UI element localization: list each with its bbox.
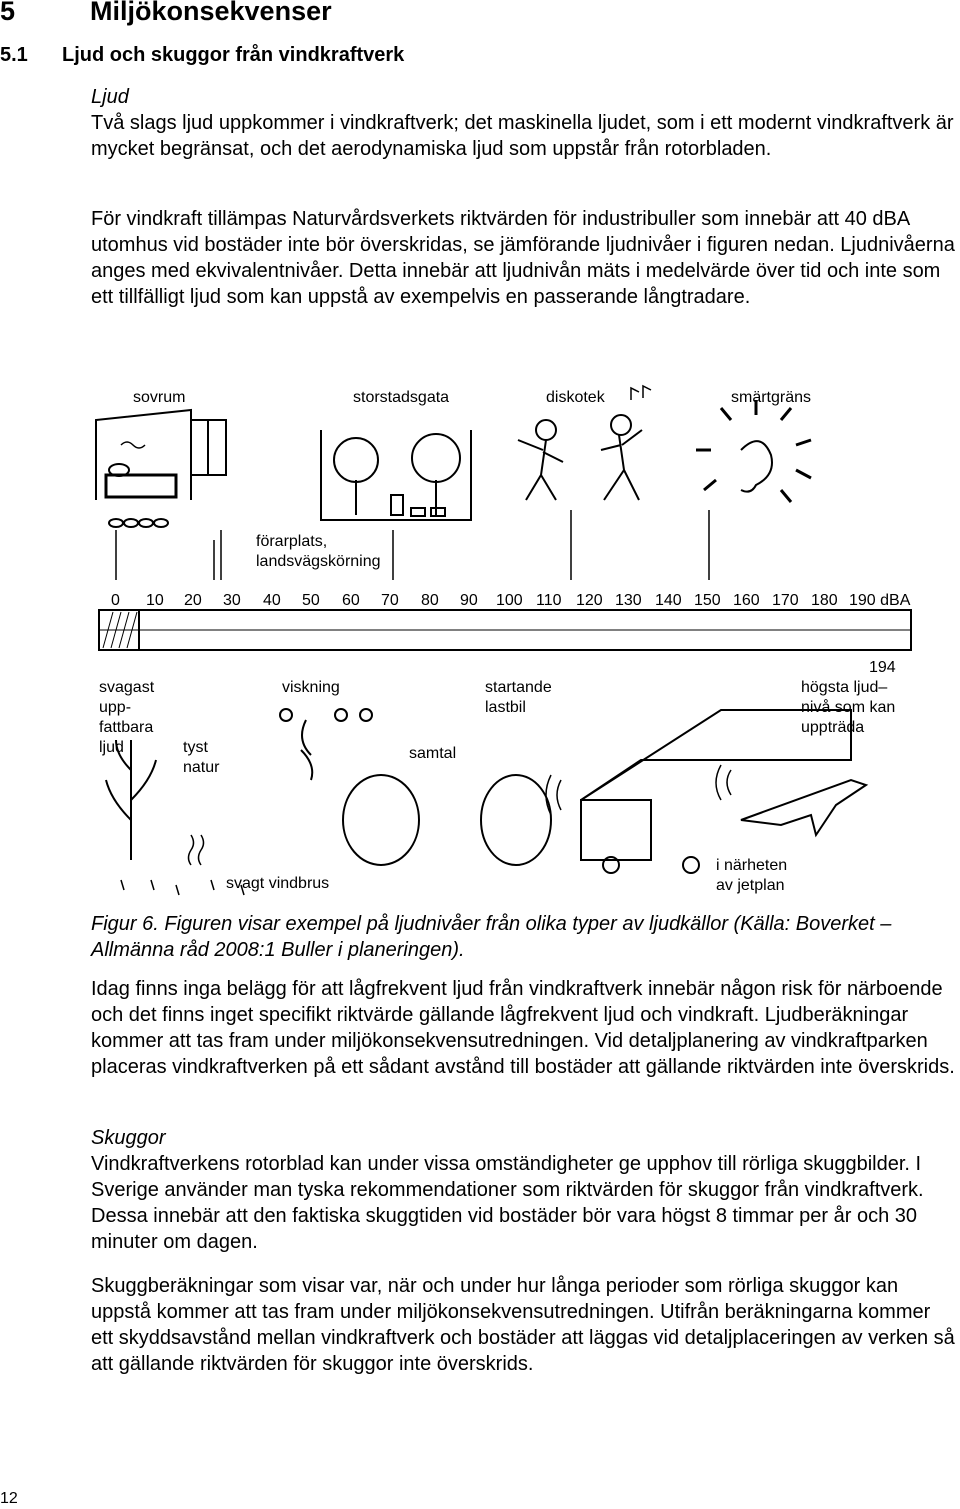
scale-label: 160 [733, 592, 760, 609]
label-diskotek: diskotek [546, 389, 605, 406]
label-smartgrans: smärtgräns [731, 389, 812, 406]
city-street-drawing [321, 430, 471, 520]
label-startande-2: lastbil [485, 699, 526, 716]
caption-text: Figuren visar exempel på ljudnivåer från olika typer av ljudkällor (Källa: Boverket – Allmänna råd 2008:1 Buller i planeringen). [91, 913, 892, 961]
label-svagast-4: ljud [99, 739, 124, 756]
caption-label: Figur 6. [91, 913, 159, 935]
scale-label: 0 [111, 592, 120, 609]
pain-threshold-drawing [696, 400, 811, 502]
section-title: Ljud och skuggor från vindkraftverk [62, 44, 405, 66]
ljud-subtitle: Ljud [91, 86, 129, 108]
scale-label: 30 [223, 592, 241, 609]
chapter-heading [0, 0, 332, 27]
scale-label: 190 dBA [849, 592, 911, 609]
label-forarplats-2: landsvägskörning [256, 553, 381, 570]
label-194: 194 [869, 659, 896, 676]
figure-caption [91, 911, 957, 963]
chapter-title: Miljökonsekvenser [90, 0, 332, 26]
noise-level-figure [91, 380, 921, 900]
scale-label: 110 [536, 592, 562, 609]
label-samtal: samtal [409, 745, 457, 762]
skuggor-paragraph-1: Vindkraftverkens rotorblad kan under vissa omständigheter ge upphov till rörliga skuggbilder. I Sverige använder man tyska rekommendationer som riktvärden för skuggor från vindkraftverk. Dessa innebär att den faktiska skuggtiden vid bostäder bör vara högst 8 timmar per år och 30 minuter om dagen. [91, 1153, 924, 1253]
label-jetplan-2: av jetplan [716, 877, 785, 894]
ljud-paragraph-1: Två slags ljud uppkommer i vindkraftverk; det maskinella ljudet, som i ett modernt vindkraftverk är mycket begränsat, och det aerodynamiska ljud som uppstår från rotorbladen. [91, 112, 954, 160]
scale-label: 40 [263, 592, 281, 609]
scale-label: 80 [421, 592, 439, 609]
conversation-faces-drawing [343, 775, 551, 865]
scale-label: 20 [184, 592, 202, 609]
label-svagast-1: svagast [99, 679, 155, 696]
scale-label: 90 [460, 592, 478, 609]
section-heading [0, 44, 404, 67]
scale-label: 70 [381, 592, 399, 609]
ljud-paragraph-2: För vindkraft tillämpas Naturvårdsverkets riktvärden för industribuller som innebär att 40 dBA utomhus vid bostäder inte bör överskridas, se jämförande ljudnivåer i figuren nedan. Ljudnivåerna anges med ekvivalentnivåer. Detta innebär att ljudnivån mäts i medelvärde över tid och inte som ett tillfälligt ljud som kan uppstå av exempelvis en passerande långtradare. [91, 208, 955, 308]
scale-label: 60 [342, 592, 360, 609]
figure-labels [99, 389, 896, 894]
label-viskning: viskning [282, 679, 340, 696]
label-forarplats-1: förarplats, [256, 533, 328, 550]
skuggor-paragraph-2: Skuggberäkningar som visar var, när och under hur långa perioder som rörliga skuggor kan uppstå kommer att tas fram under miljökonsekvensutredningen. Utifrån beräkningarna kommer ett skyddsavstånd mellan vindkraftverk och bostäder att läggas vid detaljplaceringen av verken så att gällande riktvärden för skuggor inte överskrids. [91, 1275, 955, 1375]
label-hogsta-2: nivå som kan [801, 699, 896, 716]
label-storstadsgata: storstadsgata [353, 389, 450, 406]
scale-label: 130 [615, 592, 642, 609]
tree-drawing [106, 740, 244, 895]
section-number: 5.1 [0, 44, 28, 66]
scale-label: 100 [496, 592, 523, 609]
skuggor-subtitle: Skuggor [91, 1127, 166, 1149]
decibel-scale-bar [99, 610, 911, 650]
label-hogsta-1: högsta ljud– [801, 679, 888, 696]
scale-label: 10 [146, 592, 164, 609]
airplane-drawing [716, 765, 866, 835]
label-tyst-1: tyst [183, 739, 208, 756]
scale-label: 140 [655, 592, 682, 609]
label-vindbrus: svagt vindbrus [226, 875, 330, 892]
scale-label: 150 [694, 592, 721, 609]
page-number: 12 [0, 1490, 18, 1507]
whisper-faces-drawing [280, 709, 372, 780]
label-jetplan-1: i närheten [716, 857, 788, 874]
scale-label: 50 [302, 592, 320, 609]
noise-level-illustration [91, 380, 921, 900]
label-svagast-3: fattbara [99, 719, 154, 736]
scale-label: 170 [772, 592, 799, 609]
label-svagast-2: upp- [99, 699, 132, 716]
bedroom-drawing [96, 410, 226, 527]
scale-label: 180 [811, 592, 838, 609]
chapter-number: 5 [0, 0, 16, 26]
paragraph-3: Idag finns inga belägg för att lågfrekvent ljud från vindkraftverk innebär någon risk för närboende och det finns inget specifikt riktvärde gällande lågfrekvent ljud och vindkraft. Ljudberäkningar kommer att tas fram under miljökonsekvensutredningen. Vid detaljplanering av vindkraftparken placeras vindkraftverken på ett sådant avstånd till bostäder att gällande riktvärden inte överskrids. [91, 978, 955, 1078]
label-sovrum: sovrum [133, 389, 186, 406]
label-tyst-2: natur [183, 759, 220, 776]
label-startande-1: startande [485, 679, 552, 696]
label-hogsta-3: uppträda [801, 719, 865, 736]
scale-label: 120 [576, 592, 603, 609]
decibel-scale-labels [111, 592, 911, 609]
